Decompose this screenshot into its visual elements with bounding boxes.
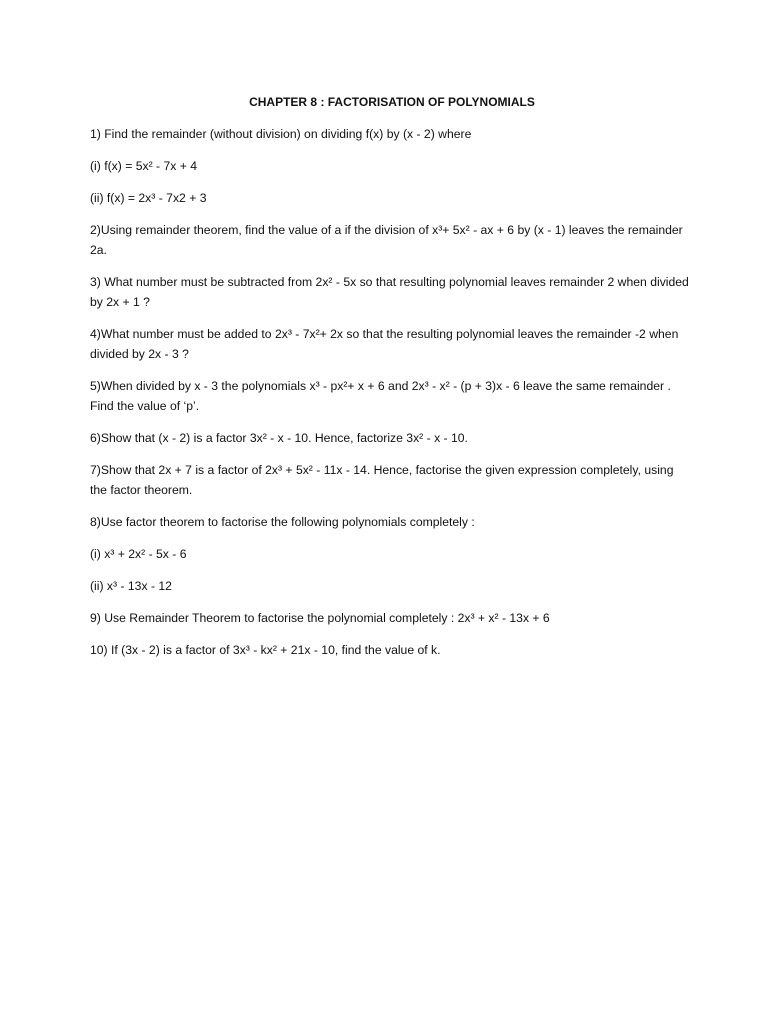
chapter-title: CHAPTER 8 : FACTORISATION OF POLYNOMIALS [249,95,535,109]
question-8: 8)Use factor theorem to factorise the following polynomials completely : [90,515,475,529]
question-6: 6)Show that (x - 2) is a factor 3x² - x - 10. Hence, factorize 3x² - x - 10. [90,431,468,445]
question-1-part-i: (i) f(x) = 5x² - 7x + 4 [90,159,197,173]
question-9: 9) Use Remainder Theorem to factorise the polynomial completely : 2x³ + x² - 13x + 6 [90,611,550,625]
question-8-part-i: (i) x³ + 2x² - 5x - 6 [90,547,187,561]
question-5: 5)When divided by x - 3 the polynomials x³ - px²+ x + 6 and 2x³ - x² - (p + 3)x - 6 leave the same remainder . Find the value of ‘p’. [90,379,671,413]
question-2: 2)Using remainder theorem, find the value of a if the division of x³+ 5x² - ax + 6 by (x - 1) leaves the remainder 2a. [90,223,683,257]
document-body [90,92,690,672]
question-3: 3) What number must be subtracted from 2x² - 5x so that resulting polynomial leaves remainder 2 when divided by 2x + 1 ? [90,275,689,309]
question-1: 1) Find the remainder (without division) on dividing f(x) by (x - 2) where [90,127,472,141]
question-7: 7)Show that 2x + 7 is a factor of 2x³ + 5x² - 11x - 14. Hence, factorise the given expression completely, using the factor theorem. [90,463,674,497]
question-4: 4)What number must be added to 2x³ - 7x²+ 2x so that the resulting polynomial leaves the remainder -2 when divided by 2x - 3 ? [90,327,679,361]
question-8-part-ii: (ii) x³ - 13x - 12 [90,579,172,593]
question-10: 10) If (3x - 2) is a factor of 3x³ - kx² + 21x - 10, find the value of k. [90,643,441,657]
question-1-part-ii: (ii) f(x) = 2x³ - 7x2 + 3 [90,191,207,205]
